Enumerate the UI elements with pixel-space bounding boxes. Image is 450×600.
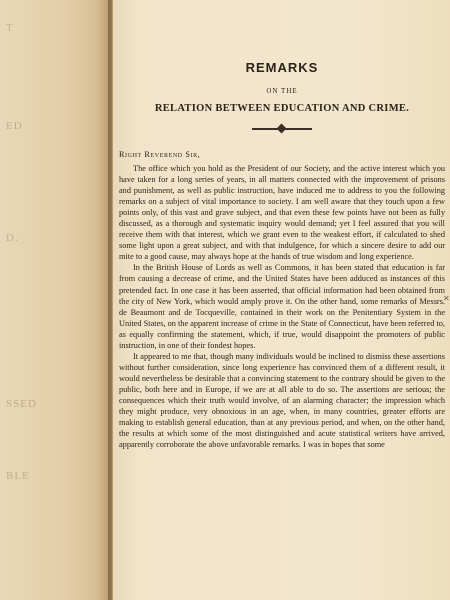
margin-mark-icon: ✕ — [443, 294, 450, 303]
page-title: REMARKS — [245, 60, 319, 75]
right-page — [112, 0, 450, 600]
paragraph: In the British House of Lords as well as Commons, it has been stated that education is far from causing a decrease of crime, and the United States have been adduced as instances of this pretended fact. In one case it has been asserted, that official information had been obtained from the city of New York, which would amply prove it. On the other hand, some remarks of Messrs. de Beaumont and de Tocqueville, contained in their work on the Penitentiary System in the United States, on the apparent increase of crime in the State of Connecticut, have been referred to, as equally confirming the statement, which, if true, would disappoint the promoters of public instruction, in one of their fondest hopes. — [119, 263, 445, 350]
paragraph: The office which you hold as the President of our Society, and the active interest which you have taken for a long series of years, in all matters connected with the improvement of prisons and punishment, as well as public instruction, have induced me to address to you the following remarks on a subject of vital importance to society. I am well aware that they touch upon a few points only, of this vast and grave subject, and that even these few points have not been as fully discussed, as a thorough and systematic inquiry would demand; yet I feel assured that you will receive them with that interest, which we grant even to the weakest effort, if calculated to shed some light upon a great subject, and with that indulgence, for which a sincere desire to add our mite to a good cause, may always hope at the hands of true wisdom and long experience. — [119, 164, 445, 262]
left-page — [0, 0, 114, 600]
ghost-text: SSED — [6, 398, 37, 410]
ghost-text: BLE — [6, 470, 30, 482]
paragraph: It appeared to me that, though many individuals would be inclined to dismiss these assertions without further consideration, since long experience has convinced them of a different result, it would nevertheless be desirable that a convincing statement to the contrary should be given to the public, both here and in Europe, if we are at all able to do so. The assertions are serious; the consequences which their truth would involve, of an alarming character; the impression which they might produce, very obnoxious in an age, when, in many countries, greater efforts are making to establish general education, than at any previous period, and when, on the other hand, the results at which some of the most distinguished and acute statistical writers have arrived, apparently corroborate the above unfavorable remarks. I was in hopes that some — [119, 351, 445, 450]
ghost-text: D. — [6, 232, 19, 244]
body-text — [119, 163, 445, 450]
salutation: Right Reverend Sir, — [119, 150, 201, 159]
ghost-text: T — [6, 22, 14, 34]
ornament-diamond — [277, 124, 287, 134]
page-heading: RELATION BETWEEN EDUCATION AND CRIME. — [154, 103, 410, 114]
ornament-rule — [252, 126, 312, 132]
ghost-text: ED — [6, 120, 23, 132]
page-content — [119, 60, 445, 450]
page-subtitle: ON THE — [266, 87, 298, 95]
